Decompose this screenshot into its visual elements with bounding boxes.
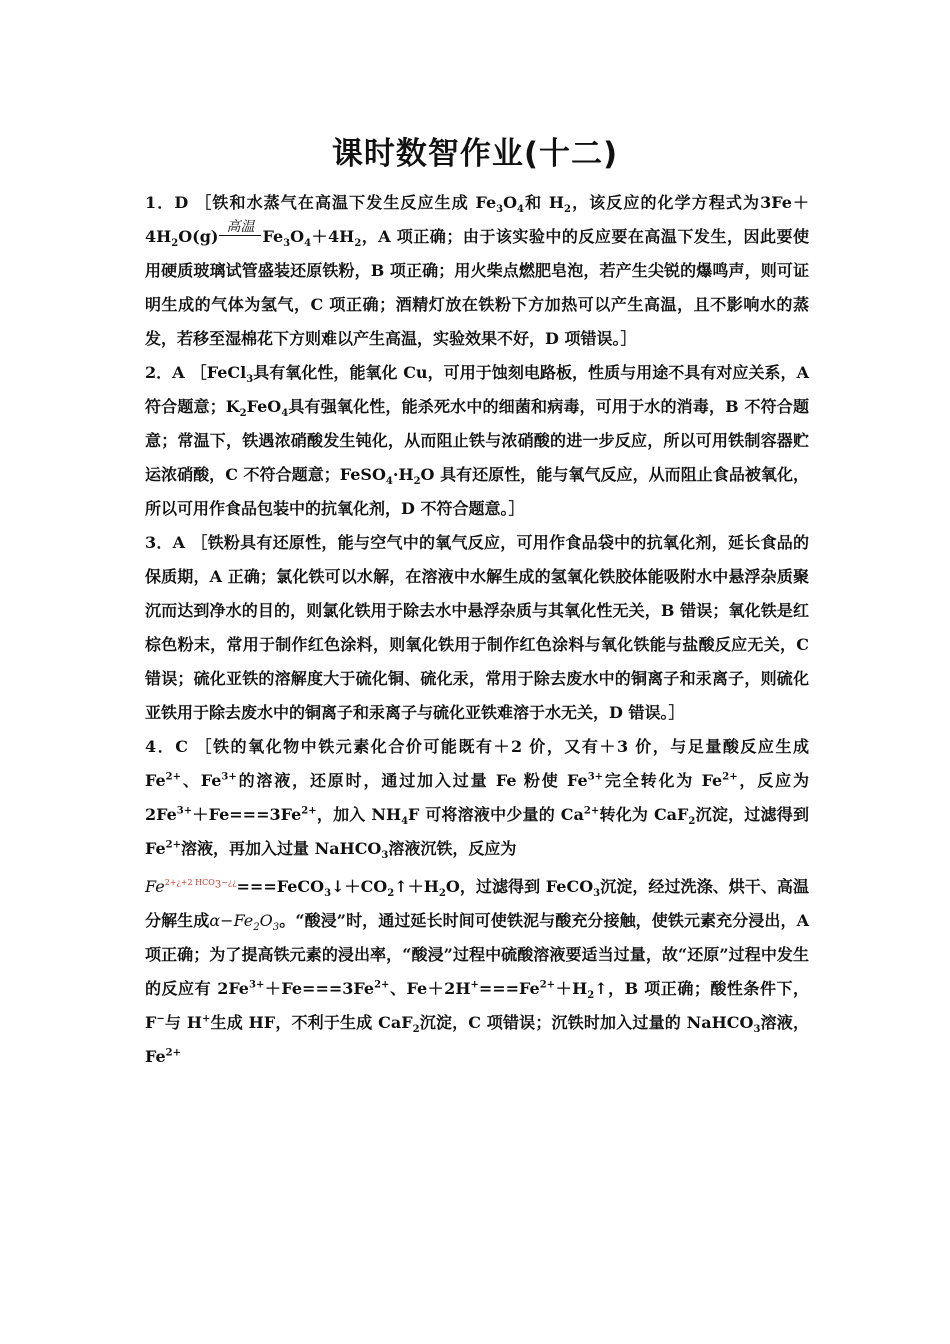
superscript: 3+ (249, 979, 265, 991)
formula-alpha-fe2o3 (209, 911, 280, 934)
text: FeO (246, 397, 282, 416)
subscript: 4 (385, 476, 393, 488)
text: Fe (262, 227, 284, 246)
text: F 可将溶液中少量的 Ca (408, 805, 584, 824)
text: ＋Fe===3Fe (264, 979, 375, 998)
superscript: 3+ (176, 805, 193, 817)
text: 沉淀，经过洗涤、烘干、高温分解生成 (145, 877, 809, 930)
superscript: + (201, 1013, 211, 1025)
garbled-formula (164, 878, 237, 891)
text: ↑＋H (394, 877, 439, 896)
reaction-condition-label: 高温 (226, 219, 255, 235)
superscript: 2+ (539, 979, 556, 991)
subscript: 2 (253, 922, 260, 934)
subscript: 2 (564, 204, 571, 216)
text: 和 H (524, 193, 564, 212)
text: ===FeCO (236, 877, 325, 896)
text: 具有强氧化性，能杀死水中的细菌和病毒，可用于水的消毒，B 不符合题意；常温下，铁遇浓硝酸发生钝化，从而阻止铁与浓硝酸的进一步反应，所以可用铁制容器贮运浓硝酸，C 不符合题意；FeSO (145, 397, 809, 484)
text: ，A 项正确；由于该实验中的反应要在高温下发生，因此要使用硬质玻璃试管盛装还原铁粉，B 项正确；用火柴点燃肥皂泡，若产生尖锐的爆鸣声，则可证明生成的气体为氢气，C 项正确；酒精灯放在铁粉下方加热可以产生高温，且不影响水的蒸发，若移至湿棉花下方则难以产生高温，实验效果不好，D 项错误。］ (145, 227, 809, 348)
text: ，该反应的化学方程式为3Fe＋4H (145, 193, 809, 246)
subscript: 4 (401, 816, 409, 828)
text: ，反应为 2Fe (145, 771, 809, 824)
text: ＋H (555, 979, 588, 998)
text: ↑，B 项正确；酸性条件下，F (145, 979, 809, 1032)
answer-1 (145, 186, 809, 356)
formula-part: O (259, 911, 273, 930)
text: 生成 HF，不利于生成 CaF (210, 1013, 413, 1032)
answer-2-number: 2．A (145, 363, 185, 382)
text: ＋4H (311, 227, 355, 246)
page-title: 课时数智作业(十二) (331, 136, 619, 172)
subscript: 4 (304, 238, 312, 250)
text: ＋Fe===3Fe (192, 805, 302, 824)
subscript: 2 (354, 238, 362, 250)
subscript: 2 (387, 888, 395, 900)
formula-part: α−Fe (209, 911, 254, 930)
superscript: − (156, 1013, 165, 1025)
text: 溶液，Fe (145, 1013, 809, 1066)
text: 沉淀，过滤得到 Fe (145, 805, 809, 858)
text: ［FeCl (190, 363, 247, 382)
garbled-formula-tail: −¿¿ (221, 878, 237, 887)
subscript: 2 (412, 1024, 420, 1036)
answer-3 (145, 526, 809, 730)
text: 、Fe＋2H (389, 979, 471, 998)
subscript: 3 (324, 888, 332, 900)
garbled-formula-sub: 3 (214, 879, 222, 891)
subscript: 4 (281, 408, 289, 420)
formula-fe-italic: Fe (145, 877, 165, 896)
garbled-formula-part: 2+¿+2 HCO (164, 878, 215, 887)
answer-3-number: 3．A (145, 533, 186, 552)
text: ［铁粉具有还原性，能与空气中的氧气反应，可用作食品袋中的抗氧化剂，延长食品的保质期，A 正确；氯化铁可以水解，在溶液中水解生成的氢氧化铁胶体能吸附水中悬浮杂质聚沉而达到净水的目的，则氯化铁用于除去水中悬浮杂质与其氧化性无关，B 错误；氧化铁是红棕色粉末，常用于制作红色涂料，则氧化铁用于制作红色涂料与氧化铁能与盐酸反应无关，C 错误；硫化亚铁的溶解度大于硫化铜、硫化汞，常用于除去废水中的铜离子和汞离子，则硫化亚铁用于除去废水中的铜离子和汞离子与硫化亚铁难溶于水无关，D 错误。］ (145, 533, 809, 722)
text: 转化为 CaF (599, 805, 689, 824)
text: 溶液，再加入过量 NaHCO (181, 839, 382, 858)
answer-2 (145, 356, 809, 526)
superscript: 2+ (583, 805, 600, 817)
text: ，加入 NH (316, 805, 402, 824)
text: 。“酸浸”时，通过延长时间可使铁泥与酸充分接触，使铁元素充分浸出，A 项正确；为了提高铁元素的浸出率，“酸浸”过程中硫酸溶液要适当过量，故“还原”过程中发生的反应有 2Fe (145, 911, 809, 998)
text: 溶液沉铁，反应为 (388, 839, 517, 858)
text: 沉淀，C 项错误；沉铁时加入过量的 NaHCO (419, 1013, 754, 1032)
subscript: 4 (517, 204, 525, 216)
text: 与 H (164, 1013, 202, 1032)
answer-1-number: 1．D (145, 193, 189, 212)
text: ↓＋CO (331, 877, 388, 896)
equation-bar (219, 235, 261, 236)
superscript: + (470, 979, 479, 991)
subscript: 2 (688, 816, 696, 828)
reaction-condition-arrow (219, 219, 261, 244)
subscript: 3 (283, 238, 291, 250)
superscript: 2+ (165, 839, 182, 851)
subscript: 2 (239, 408, 247, 420)
superscript: 3+ (587, 771, 604, 783)
text: 完全转化为 Fe (603, 771, 723, 790)
superscript: 2+ (374, 979, 390, 991)
text: O 具有还原性，能与氧气反应，从而阻止食品被氧化，所以可用作食品包装中的抗氧化剂，D 不符合题意。］ (145, 465, 809, 518)
text: O(g) (178, 227, 219, 246)
text: ·H (392, 465, 414, 484)
subscript: 2 (171, 238, 179, 250)
superscript: 2+ (165, 771, 182, 783)
answer-4-number: 4．C (145, 737, 188, 756)
superscript: 2+ (301, 805, 317, 817)
text: O，过滤得到 FeCO (445, 877, 594, 896)
text: 、Fe (181, 771, 222, 790)
text: 的溶液，还原时，通过加入过量 Fe 粉使 Fe (236, 771, 588, 790)
superscript: 3+ (221, 771, 237, 783)
subscript: 3 (381, 850, 389, 862)
subscript: 2 (438, 888, 446, 900)
text: ===Fe (478, 979, 540, 998)
subscript: 3 (496, 204, 504, 216)
text: O (290, 227, 305, 246)
text: O (503, 193, 518, 212)
text: ［铁和水蒸气在高温下发生反应生成 Fe (194, 193, 497, 212)
subscript: 3 (593, 888, 601, 900)
subscript: 3 (246, 374, 254, 386)
subscript: 2 (413, 476, 421, 488)
answer-4 (145, 730, 809, 1074)
text: ［铁的氧化物中铁元素化合价可能既有＋2 价，又有＋3 价，与足量酸反应生成 Fe (145, 737, 809, 790)
superscript: 2+ (165, 1047, 182, 1059)
subscript: 3 (272, 922, 280, 934)
subscript: 2 (587, 990, 595, 1002)
subscript: 3 (753, 1024, 761, 1036)
superscript: 2+ (722, 771, 738, 783)
answer-content (145, 186, 809, 1074)
text: 具有氧化性，能氧化 Cu，可用于蚀刻电路板，性质与用途不具有对应关系，A 符合题意；K (145, 363, 809, 416)
